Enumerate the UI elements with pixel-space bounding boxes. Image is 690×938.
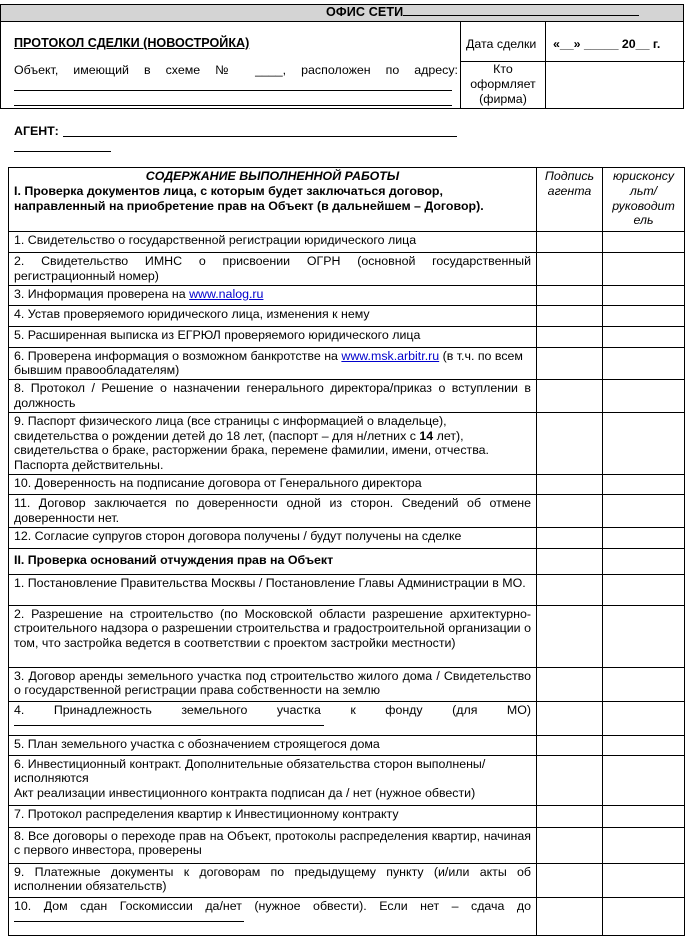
agent-signature-cell[interactable] [537, 701, 603, 735]
checklist-item: 4. Принадлежность земельного участка к фонду (для МО) [9, 701, 537, 735]
lawyer-signature-cell[interactable] [603, 667, 685, 701]
lawyer-signature-cell[interactable] [603, 326, 685, 347]
checklist-item: 9. Платежные документы к договорам по предыдущему пункту (и/или акты об исполнении обязательств) [9, 863, 537, 897]
lawyer-signature-cell[interactable] [603, 701, 685, 735]
checklist-item: 5. План земельного участка с обозначением строящегося дома [9, 735, 537, 755]
registering-firm-label: Кто оформляет (фирма) [470, 62, 536, 106]
nalog-link[interactable]: www.nalog.ru [189, 286, 264, 301]
lawyer-signature-cell[interactable] [603, 827, 685, 863]
table-row [9, 380, 685, 413]
table-row [9, 412, 685, 474]
table-row [9, 527, 685, 548]
lawyer-signature-cell[interactable] [603, 347, 685, 380]
address-field-line-1[interactable] [14, 90, 452, 91]
table-row [9, 305, 685, 326]
agent-signature-cell[interactable] [537, 285, 603, 305]
protocol-title: ПРОТОКОЛ СДЕЛКИ (НОВОСТРОЙКА) [14, 36, 250, 50]
section-2-title: II. Проверка оснований отчуждения прав на Объект [9, 548, 537, 574]
deal-date-label: Дата сделки [466, 37, 537, 51]
checklist-item: 9. Паспорт физического лица (все страницы с информацией о владельце), свидетельства о рождении детей до 18 лет, (паспорт – для н/летних с 14 лет), свидетельства о браке, расторжении брака, перемене фамилии, имени, отчества. Паспорта действительны. [9, 412, 537, 474]
agent-signature-cell[interactable] [537, 412, 603, 474]
checklist-item: 3. Договор аренды земельного участка под строительство жилого дома / Свидетельство о государственной регистрации права собственности на землю [9, 667, 537, 701]
content-title: СОДЕРЖАНИЕ ВЫПОЛНЕННОЙ РАБОТЫ [145, 169, 400, 183]
checklist-item: 11. Договор заключается по доверенности одной из сторон. Сведений об отмене доверенности нет. [9, 494, 537, 527]
object-description: Объект, имеющий в схеме № ____, расположен по адресу: [14, 63, 458, 77]
table-row [9, 253, 685, 286]
lawyer-signature-cell[interactable] [603, 863, 685, 897]
lawyer-signature-cell[interactable] [603, 253, 685, 286]
checklist-item: 8. Протокол / Решение о назначении генерального директора/приказ о вступлении в должность [9, 380, 537, 413]
table-row [9, 701, 685, 735]
table-row [9, 232, 685, 253]
table-row [9, 897, 685, 935]
lawyer-signature-cell[interactable] [603, 305, 685, 326]
table-row [9, 805, 685, 827]
agent-field-line-2[interactable] [14, 151, 111, 152]
table-row [9, 863, 685, 897]
table-row [9, 605, 685, 667]
table-row [9, 347, 685, 380]
table-row [9, 474, 685, 494]
agent-signature-cell[interactable] [537, 605, 603, 667]
agent-signature-header: Подпись агента [537, 168, 603, 232]
address-field-line-2[interactable] [14, 105, 452, 106]
lawyer-signature-cell[interactable] [603, 735, 685, 755]
agent-signature-cell[interactable] [537, 863, 603, 897]
work-checklist-table [8, 167, 685, 936]
lawyer-header: юрисконсу льт/ руководит ель [603, 168, 685, 232]
lawyer-signature-cell[interactable] [603, 755, 685, 805]
agent-label: АГЕНТ: [14, 124, 59, 138]
agent-signature-cell[interactable] [537, 755, 603, 805]
agent-signature-cell[interactable] [537, 735, 603, 755]
checklist-item: 10. Доверенность на подписание договора от Генерального директора [9, 474, 537, 494]
table-row [9, 755, 685, 805]
agent-signature-cell[interactable] [537, 897, 603, 935]
section-1-title: I. Проверка документов лица, с которым будет заключаться договор, направленный на приобретение прав на Объект (в дальнейшем – Договор). [14, 183, 484, 213]
checklist-item: 1. Постановление Правительства Москвы / Постановление Главы Администрации в МО. [9, 574, 537, 605]
lawyer-signature-cell[interactable] [603, 548, 685, 574]
table-header-row [9, 168, 685, 232]
table-row [9, 494, 685, 527]
lawyer-signature-cell[interactable] [603, 412, 685, 474]
agent-signature-cell[interactable] [537, 827, 603, 863]
agent-signature-cell[interactable] [537, 667, 603, 701]
content-header-cell [9, 168, 537, 232]
table-row [9, 735, 685, 755]
agent-signature-cell[interactable] [537, 347, 603, 380]
arbitr-link[interactable]: www.msk.arbitr.ru [341, 348, 440, 363]
agent-signature-cell[interactable] [537, 232, 603, 253]
lawyer-signature-cell[interactable] [603, 574, 685, 605]
agent-signature-cell[interactable] [537, 305, 603, 326]
checklist-item: 6. Инвестиционный контракт. Дополнительные обязательства сторон выполнены/исполняются Акт реализации инвестиционного контракта подписан да / нет (нужное обвести) [9, 755, 537, 805]
checklist-item: 2. Свидетельство ИМНС о присвоении ОГРН (основной государственный регистрационный номер) [9, 253, 537, 286]
table-row [9, 574, 685, 605]
agent-signature-cell[interactable] [537, 548, 603, 574]
checklist-item: 7. Протокол распределения квартир к Инвестиционному контракту [9, 805, 537, 827]
agent-signature-cell[interactable] [537, 380, 603, 413]
checklist-item: 3. Информация проверена на www.nalog.ru [9, 285, 537, 305]
land-fund-field[interactable] [14, 715, 324, 726]
lawyer-signature-cell[interactable] [603, 232, 685, 253]
checklist-item: 5. Расширенная выписка из ЕГРЮЛ проверяемого юридического лица [9, 326, 537, 347]
checklist-item: 10. Дом сдан Госкомиссии да/нет (нужное обвести). Если нет – сдача до [9, 897, 537, 935]
commission-date-field[interactable] [14, 911, 244, 922]
agent-signature-cell[interactable] [537, 253, 603, 286]
lawyer-signature-cell[interactable] [603, 380, 685, 413]
office-network-title: ОФИС СЕТИ [326, 5, 639, 19]
table-row [9, 285, 685, 305]
checklist-item: 1. Свидетельство о государственной регистрации юридического лица [9, 232, 537, 253]
lawyer-signature-cell[interactable] [603, 474, 685, 494]
section-2-row [9, 548, 685, 574]
lawyer-signature-cell[interactable] [603, 605, 685, 667]
agent-signature-cell[interactable] [537, 474, 603, 494]
checklist-item: 8. Все договоры о переходе прав на Объект, протоколы распределения квартир, начиная с первого инвестора, проверены [9, 827, 537, 863]
deal-date-field[interactable]: «__» _____ 20__ г. [553, 37, 661, 51]
checklist-item: 2. Разрешение на строительство (по Московской области разрешение архитектурно-строительного надзора о разрешении строительства и градостроительной организации о том, что застройка ведется в соответствии с проектом застройки местности) [9, 605, 537, 667]
lawyer-signature-cell[interactable] [603, 897, 685, 935]
table-row [9, 827, 685, 863]
lawyer-signature-cell[interactable] [603, 527, 685, 548]
table-row [9, 326, 685, 347]
agent-signature-cell[interactable] [537, 805, 603, 827]
agent-signature-cell[interactable] [537, 494, 603, 527]
lawyer-signature-cell[interactable] [603, 494, 685, 527]
office-network-field[interactable] [403, 5, 639, 16]
checklist-item: 12. Согласие супругов сторон договора получены / будут получены на сделке [9, 527, 537, 548]
agent-signature-cell[interactable] [537, 527, 603, 548]
agent-signature-cell[interactable] [537, 326, 603, 347]
lawyer-signature-cell[interactable] [603, 805, 685, 827]
agent-field-line-1[interactable] [63, 136, 457, 137]
lawyer-signature-cell[interactable] [603, 285, 685, 305]
table-row [9, 667, 685, 701]
checklist-item: 6. Проверена информация о возможном банкротстве на www.msk.arbitr.ru (в т.ч. по всем бывшим правообладателям) [9, 347, 537, 380]
checklist-item: 4. Устав проверяемого юридического лица, изменения к нему [9, 305, 537, 326]
agent-signature-cell[interactable] [537, 574, 603, 605]
